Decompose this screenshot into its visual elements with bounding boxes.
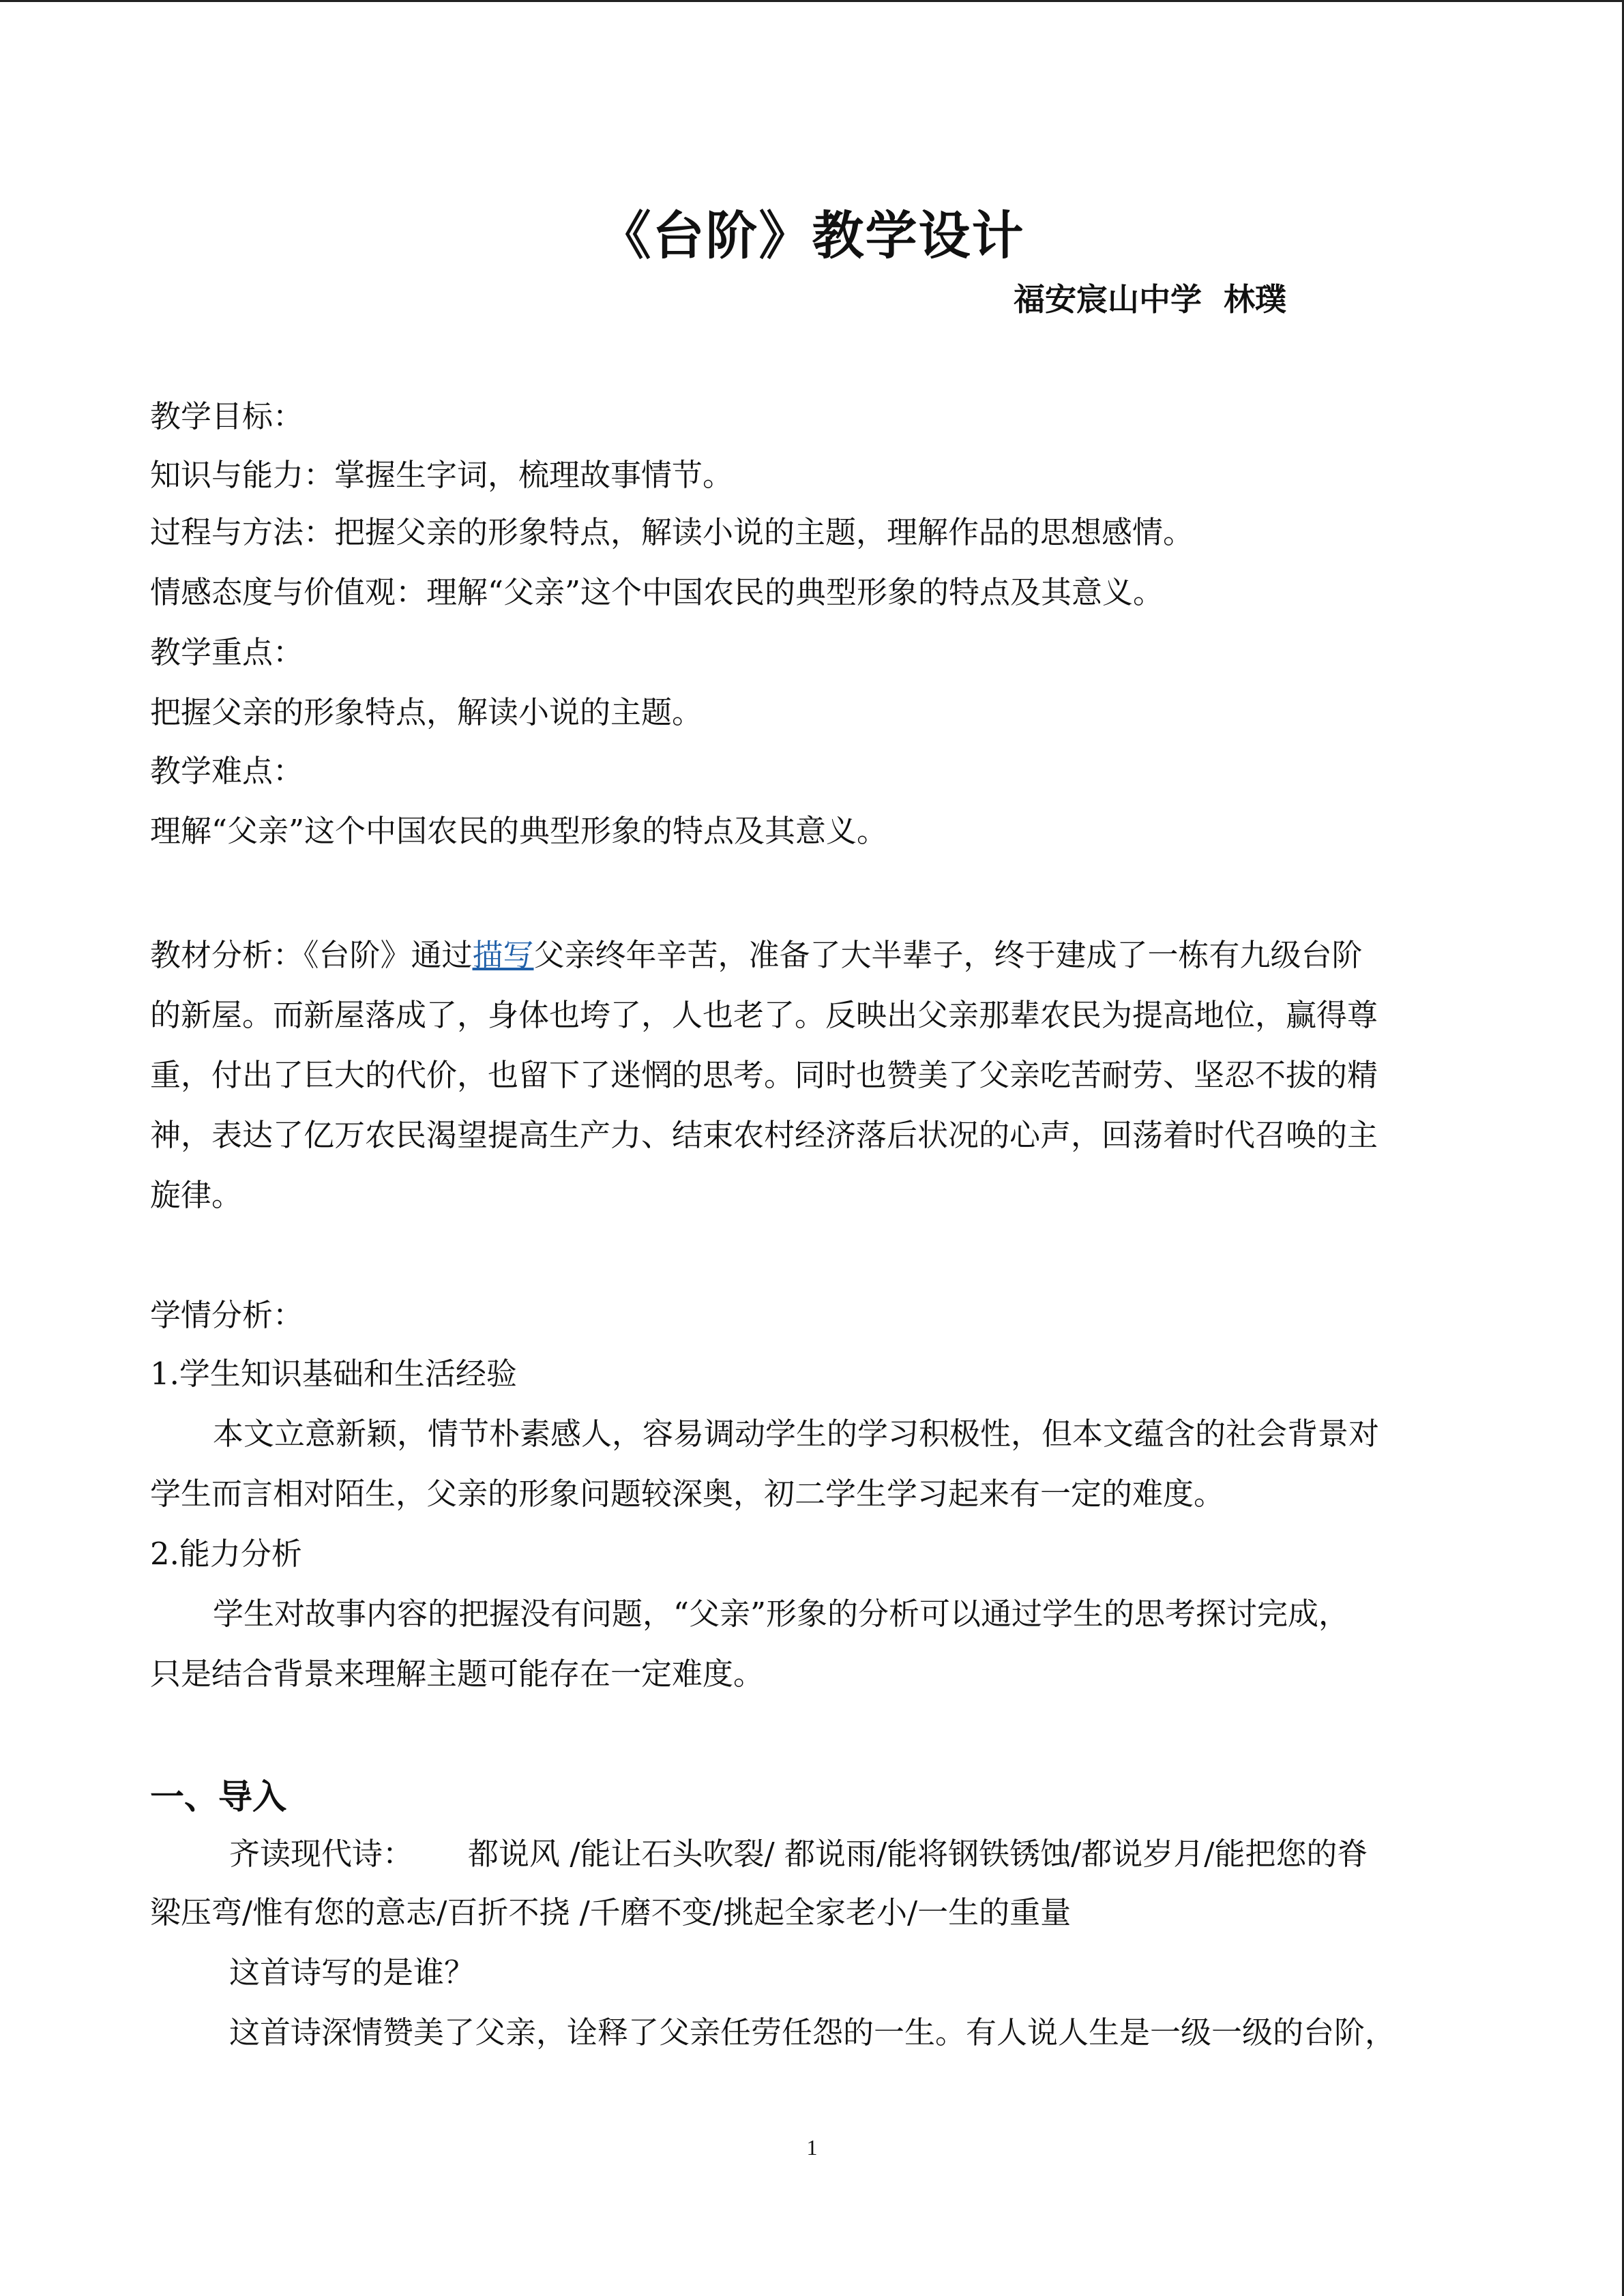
objective-emotion: 情感态度与价值观：理解“父亲”这个中国农民的典型形象的特点及其意义。 bbox=[150, 574, 1164, 610]
material-analysis-prefix: 教材分析：《台阶》通过 bbox=[150, 937, 473, 973]
key-points-text: 把握父亲的形象特点，解读小说的主题。 bbox=[150, 694, 703, 730]
difficulties-heading: 教学难点： bbox=[150, 753, 304, 789]
page-number: 1 bbox=[806, 2135, 818, 2160]
objectives-heading: 教学目标： bbox=[150, 398, 304, 434]
document-title: 《台阶》教学设计 bbox=[599, 205, 1025, 266]
material-analysis-line-2: 的新屋。而新屋落成了，身体也垮了，人也老了。反映出父亲那辈农民为提高地位，赢得尊 bbox=[150, 997, 1378, 1033]
learner-item-2-line-2: 只是结合背景来理解主题可能存在一定难度。 bbox=[150, 1656, 765, 1692]
poem-label: 齐读现代诗： bbox=[229, 1836, 414, 1872]
poem-text-1: 都说风 /能让石头吹裂/ 都说雨/能将钢铁锈蚀/都说岁月/能把您的脊 bbox=[468, 1836, 1368, 1872]
material-analysis-suffix: 父亲终年辛苦，准备了大半辈子，终于建成了一栋有九级台阶 bbox=[533, 937, 1363, 973]
key-points-heading: 教学重点： bbox=[150, 634, 304, 670]
material-analysis-line-3: 重，付出了巨大的代价，也留下了迷惘的思考。同时也赞美了父亲吃苦耐劳、坚忍不拔的精 bbox=[150, 1057, 1378, 1093]
learner-item-1-title: 1.学生知识基础和生活经验 bbox=[150, 1356, 517, 1392]
material-analysis-line-5: 旋律。 bbox=[150, 1177, 243, 1213]
author-line: 福安宸山中学 林璞 bbox=[1014, 281, 1287, 318]
learner-item-1-line-2: 学生而言相对陌生，父亲的形象问题较深奥，初二学生学习起来有一定的难度。 bbox=[150, 1476, 1225, 1512]
learner-item-2-title: 2.能力分析 bbox=[150, 1536, 302, 1572]
material-analysis-line-4: 神，表达了亿万农民渴望提高生产力、结束农村经济落后状况的心声，回荡着时代召唤的主 bbox=[150, 1117, 1378, 1153]
section-heading-intro: 一、导入 bbox=[150, 1777, 286, 1817]
material-analysis-line-1 bbox=[150, 935, 1363, 976]
objective-knowledge: 知识与能力：掌握生字词，梳理故事情节。 bbox=[150, 457, 734, 493]
describe-link[interactable]: 描写 bbox=[472, 937, 534, 973]
poem-line-2: 梁压弯/惟有您的意志/百折不挠 /千磨不变/挑起全家老小/一生的重量 bbox=[150, 1894, 1072, 1930]
learner-item-2-line-1: 学生对故事内容的把握没有问题，“父亲”形象的分析可以通过学生的思考探讨完成， bbox=[213, 1596, 1350, 1632]
learner-item-1-line-1: 本文立意新颖，情节朴素感人，容易调动学生的学习积极性，但本文蕴含的社会背景对 bbox=[213, 1416, 1380, 1452]
intro-question: 这首诗写的是谁？ bbox=[229, 1954, 475, 1991]
intro-answer: 这首诗深情赞美了父亲，诠释了父亲任劳任怨的一生。有人说人生是一级一级的台阶， bbox=[229, 2014, 1396, 2051]
difficulties-text: 理解“父亲”这个中国农民的典型形象的特点及其意义。 bbox=[150, 813, 888, 849]
poem-line-1 bbox=[229, 1834, 1368, 1875]
learner-analysis-heading: 学情分析： bbox=[150, 1297, 304, 1333]
objective-process: 过程与方法：把握父亲的形象特点，解读小说的主题，理解作品的思想感情。 bbox=[150, 514, 1194, 550]
